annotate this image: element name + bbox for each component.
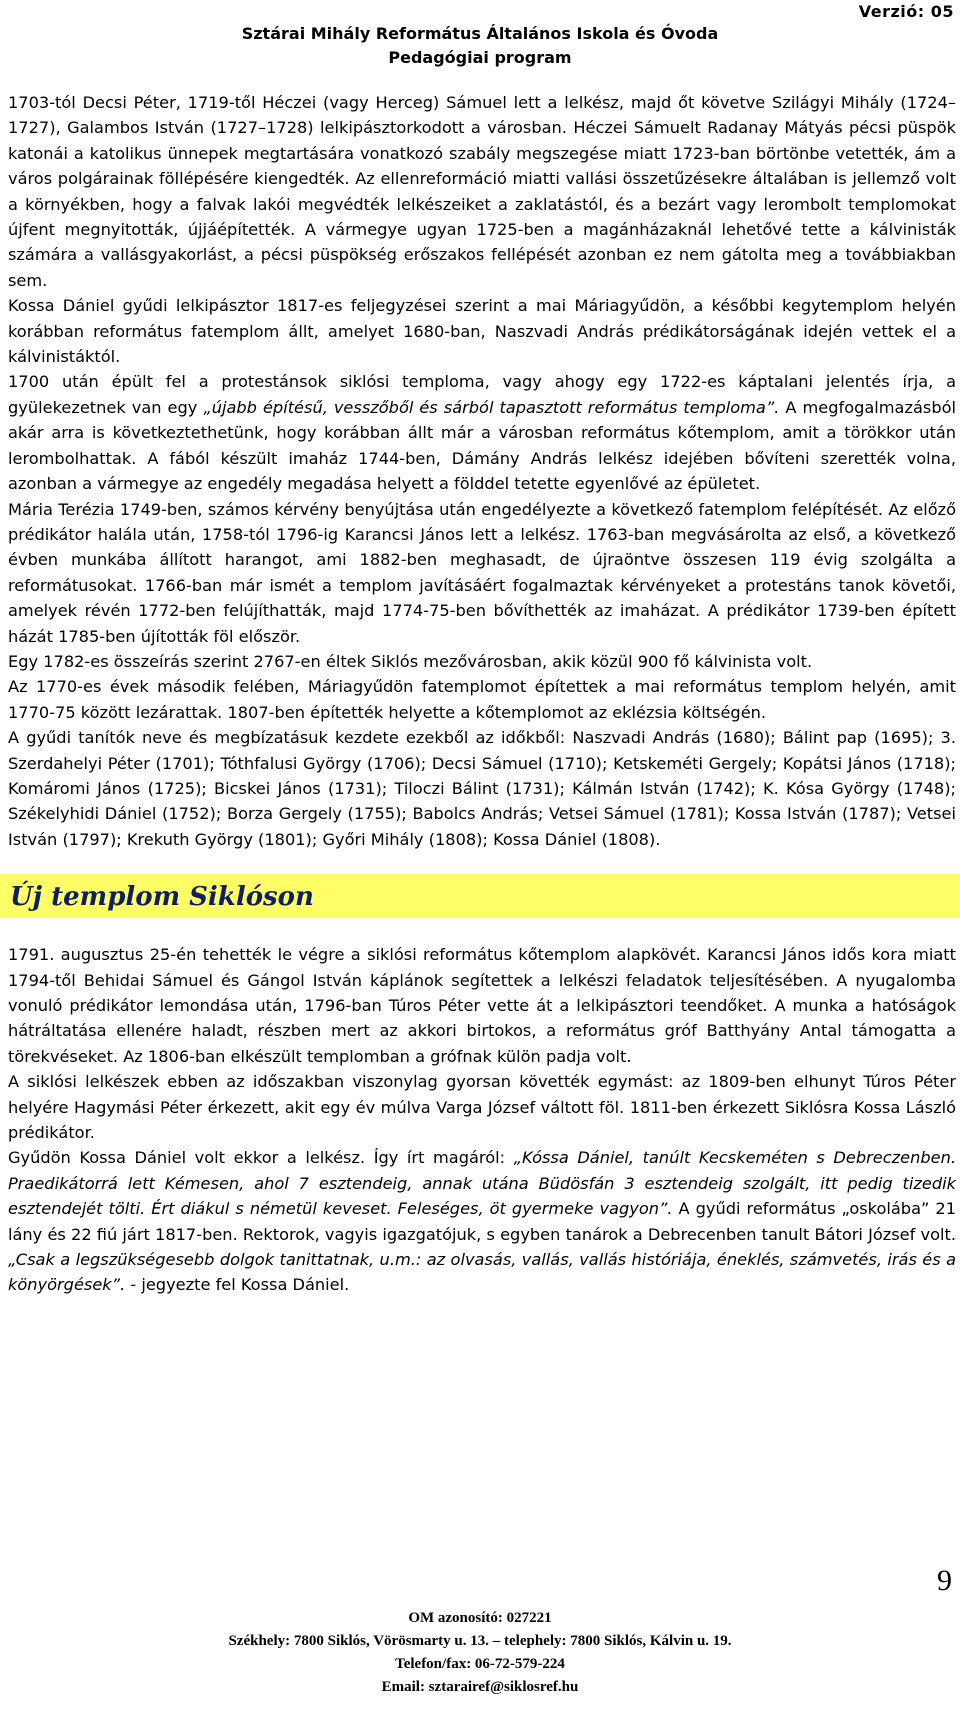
paragraph-text: 1700 után épült fel a protestánsok siklósi temploma, vagy ahogy egy 1722-es káptalani jelentés írja, a gyülekezetnek van egy (8, 372, 956, 417)
paragraph-text: A gyűdi református „oskolába” 21 lány és 22 fiú járt 1817-ben. Rektorok, vagyis igazgatójuk, s egyben tanárok a Debrecenben tanult Bátori József volt. (8, 1199, 956, 1244)
footer-address: Székhely: 7800 Siklós, Vörösmarty u. 13. – telephely: 7800 Siklós, Kálvin u. 19. (228, 1633, 732, 1649)
paragraph: 1703-tól Decsi Péter, 1719-től Héczei (vagy Herceg) Sámuel lett a lelkész, majd őt követve Szilágyi Mihály (1724–1727), Galambos István (1727–1728) lelkipásztorkodott a városban. Héczei Sámuelt Radanay Mátyás pécsi püspök katonái a katolikus ünnepek megtartására vonatkozó szabály megszegése miatt 1723-ban börtönbe vetették, ám a város polgárainak föllépésére kiengedték. Az ellenreformáció miatti vallási összetűzésekre általában is jellemző volt a környékben, hogy a falvak lakói megvédték lelkészeiket a zaklatástól, és a bezárt vagy lerombolt templomokat újfent megnyitották, újjáépítették. A vármegye ugyan 1725-ben a magánházaknál lehetővé tette a kálvinisták számára a vallásgyakorlást, a pécsi püspökség erőszakos fellépését azonban ez nem gátolta meg a továbbiakban sem. (8, 93, 956, 290)
document-title: Pedagógiai program (388, 48, 572, 67)
footer-om-id: OM azonosító: 027221 (408, 1610, 552, 1626)
footer-phone: Telefon/fax: 06-72-579-224 (395, 1656, 565, 1672)
paragraph: Kossa Dániel gyűdi lelkipásztor 1817-es feljegyzései szerint a mai Máriagyűdön, a későbbi kegytemplom helyén korábban református fatemplom állt, amelyet 1680-ban, Naszvadi András prédikátorságának idején vettek el a kálvinistáktól. (8, 296, 956, 367)
paragraph: Mária Terézia 1749-ben, számos kérvény benyújtása után engedélyezte a következő fatemplom felépítését. Az előző prédikátor halála után, 1758-tól 1796-ig Karancsi János lett a lelkész. 1763-ban megvásárolta az első, a következő évben munkába állított harangot, ami 1882-ben meghasadt, de újraöntve összesen 119 évig szolgálta a reformátusokat. 1766-ban már ismét a templom javításáért fogalmaztak kérvényeket a protestáns tanok követői, amelyek révén 1772-ben felújíthatták, majd 1774-75-ben bővíthették az imaházat. A prédikátor 1739-ben épített házát 1785-ben újították föl először. (8, 499, 956, 646)
paragraph: 1791. augusztus 25-én tehették le végre a siklósi református kőtemplom alapkövét. Karancsi János idős kora miatt 1794-től Behidai Sámuel és Gángol István káplánok segítettek a lelkészi feladatok teljesítésében. A nyugalomba vonuló prédikátor lemondása után, 1796-ban Túros Péter vette át a lelkipásztori teendőket. A munka a hatóságok hátráltatása ellenére haladt, részben mert az akkori birtokos, a református gróf Batthyány Antal támogatta a törekvéseket. Az 1806-ban elkészült templomban a grófnak külön padja volt. (8, 945, 956, 1066)
spacer (8, 852, 956, 874)
quote: „újabb építésű, vesszőből és sárból tapasztott református temploma”. (203, 397, 780, 417)
paragraph-text: Gyűdön Kossa Dániel volt ekkor a lelkész. Így írt magáról: (8, 1148, 514, 1168)
spacer (8, 918, 956, 942)
paragraph (8, 1145, 956, 1297)
paragraph: Egy 1782-es összeírás szerint 2767-en éltek Siklós mezővárosban, akik közül 900 fő kálvinista volt. (8, 651, 813, 671)
footer-email: Email: sztarairef@siklosref.hu (381, 1679, 579, 1695)
page-number: 9 (937, 1564, 952, 1597)
section-heading-band (0, 874, 960, 918)
paragraph: A siklósi lelkészek ebben az időszakban viszonylag gyorsan követték egymást: az 1809-ben elhunyt Túros Péter helyére Hagymási Péter érkezett, akit egy év múlva Varga József váltott föl. 1811-ben érkezett Siklósra Kossa László prédikátor. (8, 1072, 956, 1143)
document-body (8, 90, 956, 1298)
version-label: Verzió: 05 (858, 2, 954, 21)
paragraph-text: A megfogalmazásból akár arra is következtethetünk, hogy korábban állt már a városban református kőtemplom, amit a törökkor után lerombolhattak. A fából készült imaház 1744-ben, Dámány András lelkész idejében bővíteni szerették volna, azonban a vármegye az engedély megadása helyett a földdel tetette egyenlővé az épületet. (8, 397, 956, 494)
section-heading: Új templom Siklóson (8, 874, 960, 918)
quote: „Kóssa Dániel, tanúlt Kecskeméten s Debreczenben. Praedikátorrá lett Kémesen, ahol 7 esztendeig, annak utána Büdösfán 3 esztendeig szolgált, itt pedig tizedik esztendejét tölti. Ért diákul s németül keveset. Feleséges, öt gyermeke vagyon”. (8, 1148, 956, 1219)
school-name: Sztárai Mihály Református Általános Iskola és Óvoda (241, 24, 719, 43)
quote: „Csak a legszükségesebb dolgok tanittatnak, u.m.: az olvasás, vallás, vallás históriája, éneklés, számvetés, irás és a könyörgések”. (8, 1250, 956, 1295)
paragraph (8, 369, 956, 496)
paragraph-text: - jegyezte fel Kossa Dániel. (125, 1275, 350, 1295)
paragraph: Az 1770-es évek második felében, Máriagyűdön fatemplomot építettek a mai református templom helyén, amit 1770-75 között lezárattak. 1807-ben építették helyette a kőtemplomot az eklézsia költségén. (8, 677, 956, 722)
paragraph: A gyűdi tanítók neve és megbízatásuk kezdete ezekből az időkből: Naszvadi András (1680); Bálint pap (1695); 3. Szerdahelyi Péter (1701); Tóthfalusi György (1706); Decsi Sámuel (1710); Ketskeméti Gergely; Kopátsi János (1718); Komáromi János (1725); Bicskei János (1731); Tiloczi Bálint (1731); Kálmán István (1742); K. Kósa György (1748); Székelyhidi Dániel (1752); Borza Gergely (1755); Babolcs András; Vetsei Sámuel (1781); Kossa István (1787); Vetsei István (1797); Krekuth György (1801); Győri Mihály (1808); Kossa Dániel (1808). (8, 728, 956, 849)
